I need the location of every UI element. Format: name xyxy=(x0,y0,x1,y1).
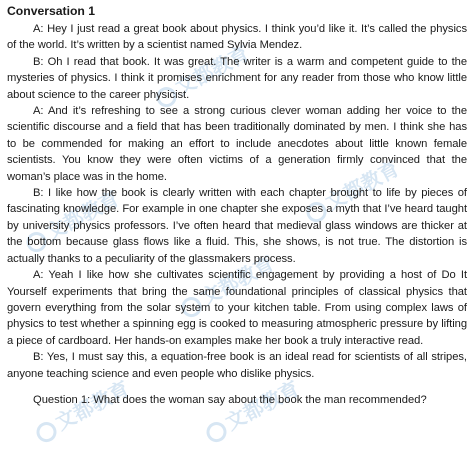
watermark-logo: 文都教育 xyxy=(299,153,404,227)
watermark-logo: 文都教育 xyxy=(29,373,134,447)
watermark-logo: 文都教育 xyxy=(174,248,279,322)
dialogue-paragraph: A: Yeah I like how she cultivates scientific engagement by providing a host of Do It Yourself experiments that bring the same foundational principles of classical physics that govern everything from the solar system to your kitchen table. From using complex laws of physics to test whether a spinning egg is cooked to measuring atmospheric pressure by lifting a piece of cardboard. Her hands-on examples make her book a truly interactive read. xyxy=(7,269,467,347)
watermark-circle-icon xyxy=(203,418,230,445)
question-text: Question 1: What does the woman say about the book the man recommended? xyxy=(33,393,427,406)
conversation-heading: Conversation 1 xyxy=(7,4,96,18)
dialogue-paragraph: A: Hey I just read a great book about physics. I think you’d like it. It’s called the physics of the world. It’s written by a scientist named Sylvia Mendez. xyxy=(7,23,467,52)
document-body xyxy=(7,4,467,408)
watermark-logo: 文都教育 xyxy=(199,373,304,447)
dialogue-paragraph: A: And it’s refreshing to see a strong curious clever woman adding her voice to the scientific discourse and a field that has been traditionally dominated by men. I think she has to be commended for making an effort to include anecdotes about little known female scientists. You know they were often victims of a generation firmly convinced that the woman’s place was in the home. xyxy=(7,105,467,183)
dialogue-paragraph: B: Oh I read that book. It was great. The writer is a warm and competent guide to the mysteries of physics. I think it promises enrichment for any reader from those who know little about science to the career physicist. xyxy=(7,55,467,101)
watermark-logo: 文都教育 xyxy=(149,38,254,112)
dialogue-paragraph: B: I like how the book is clearly written with each chapter brought to life by pieces of fascinating knowledge. For example in one chapter she exposes a myth that I’ve heard taught by university physics professors. I’ve often heard that medieval glass windows are thicker at the bottom because glass flows like a fluid. This, she shows, is not true. The distortion is actually thanks to a peculiarity of the glassmakers process. xyxy=(7,187,467,265)
watermark-circle-icon xyxy=(33,418,60,445)
watermark-logo: 文都教育 xyxy=(19,183,124,257)
dialogue-paragraph: B: Yes, I must say this, a equation-free book is an ideal read for scientists of all stripes, anyone teaching science and even people who dislike physics. xyxy=(7,351,467,380)
